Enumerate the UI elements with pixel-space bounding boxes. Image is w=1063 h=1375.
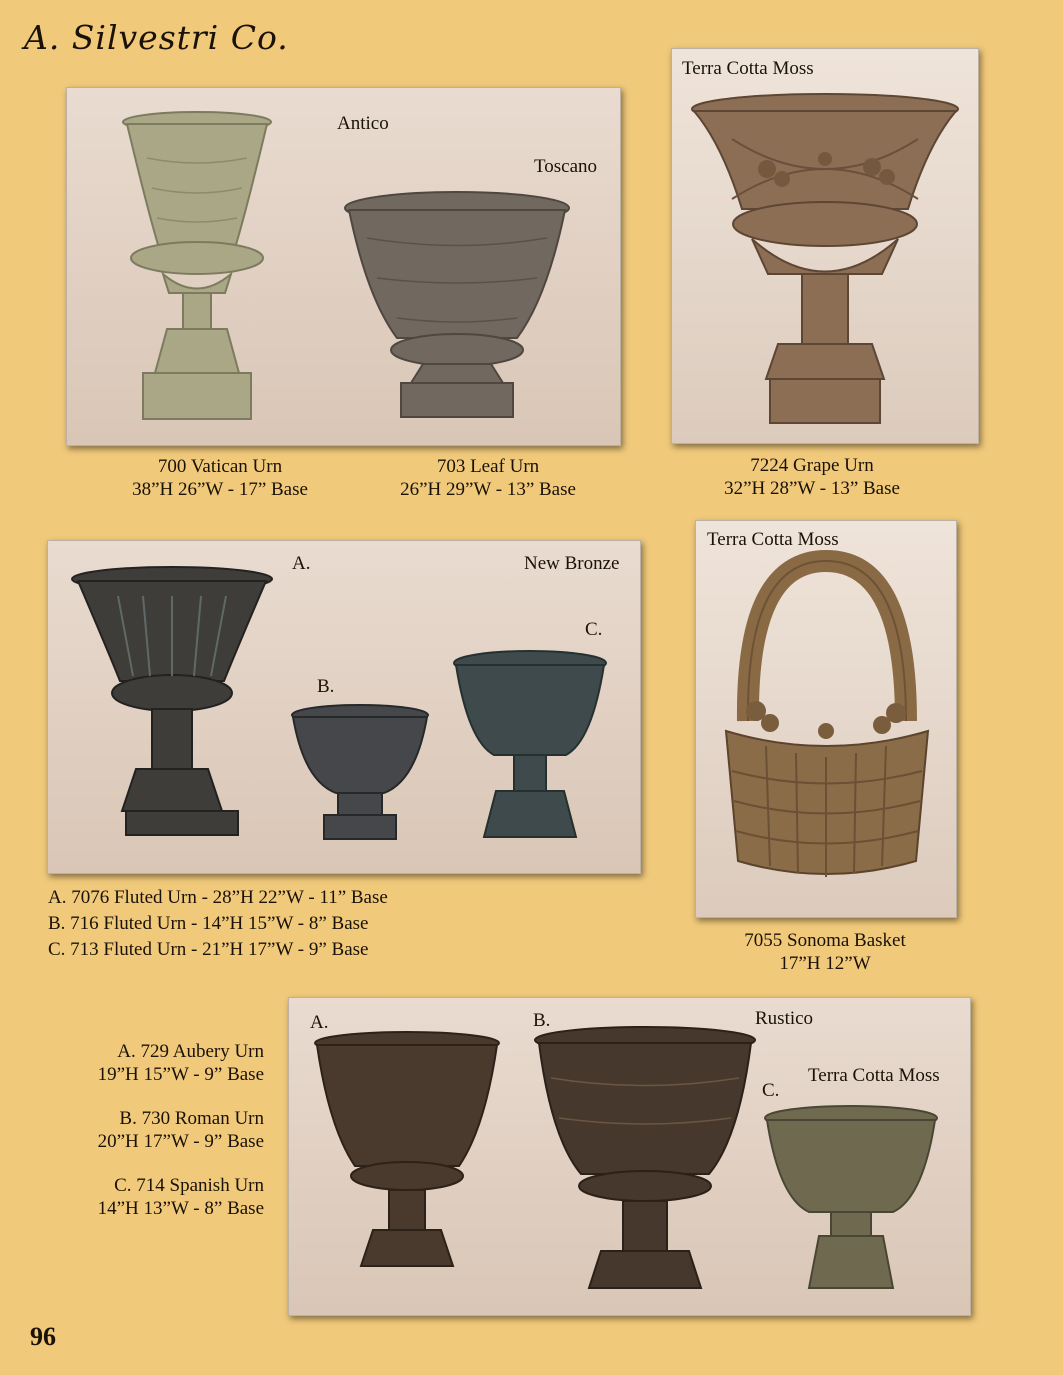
caption-group-c xyxy=(40,1174,264,1220)
urn-illustration xyxy=(289,998,970,1315)
caption-fluted-urns xyxy=(48,885,388,963)
caption-grape-urn xyxy=(692,454,932,500)
photo-bottom-urns xyxy=(288,997,971,1316)
caption-group-b xyxy=(40,1107,264,1153)
finish-label-antico: Antico xyxy=(337,113,389,134)
item-marker-b: B. xyxy=(533,1010,551,1031)
finish-label-rustico: Rustico xyxy=(755,1008,814,1029)
caption-name: 7224 Grape Urn xyxy=(750,455,874,476)
caption-vatican-urn xyxy=(100,455,340,501)
caption-line-b: B. 716 Fluted Urn - 14”H 15”W - 8” Base xyxy=(48,913,369,934)
photo-fluted-urns xyxy=(47,540,641,874)
caption-bottom-urns xyxy=(40,1040,264,1241)
caption-line-a: A. 7076 Fluted Urn - 28”H 22”W - 11” Base xyxy=(48,887,388,908)
caption-line-c: C. 713 Fluted Urn - 21”H 17”W - 9” Base xyxy=(48,939,369,960)
item-marker-a: A. xyxy=(292,553,311,574)
urn-illustration xyxy=(67,88,620,445)
urn-illustration xyxy=(672,49,978,443)
page-number: 96 xyxy=(30,1322,56,1351)
finish-label-terra-cotta-moss: Terra Cotta Moss xyxy=(707,529,839,550)
caption-name: A. 729 Aubery Urn xyxy=(117,1041,264,1062)
caption-dims: 26”H 29”W - 13” Base xyxy=(400,479,576,500)
photo-vatican-leaf-urns xyxy=(66,87,621,446)
caption-leaf-urn xyxy=(368,455,608,501)
caption-name: 7055 Sonoma Basket xyxy=(744,930,906,951)
caption-name: C. 714 Spanish Urn xyxy=(114,1175,264,1196)
caption-name: 700 Vatican Urn xyxy=(157,456,283,477)
item-marker-b: B. xyxy=(317,676,335,697)
finish-label-terra-cotta-moss: Terra Cotta Moss xyxy=(682,58,814,79)
caption-group-a xyxy=(40,1040,264,1086)
basket-illustration xyxy=(696,521,956,917)
caption-dims: 38”H 26”W - 17” Base xyxy=(132,479,308,500)
finish-label-new-bronze: New Bronze xyxy=(524,553,620,574)
urn-illustration xyxy=(48,541,640,873)
photo-sonoma-basket xyxy=(695,520,957,918)
caption-dims: 19”H 15”W - 9” Base xyxy=(97,1064,264,1085)
finish-label-toscano: Toscano xyxy=(534,156,598,177)
caption-dims: 20”H 17”W - 9” Base xyxy=(97,1131,264,1152)
caption-dims: 14”H 13”W - 8” Base xyxy=(97,1198,264,1219)
caption-dims: 17”H 12”W xyxy=(779,953,871,974)
caption-dims: 32”H 28”W - 13” Base xyxy=(724,478,900,499)
brand-logo: A. Silvestri Co. xyxy=(24,18,289,57)
item-marker-c: C. xyxy=(585,619,603,640)
photo-grape-urn xyxy=(671,48,979,444)
caption-name: B. 730 Roman Urn xyxy=(119,1108,264,1129)
item-marker-a: A. xyxy=(310,1012,329,1033)
item-marker-c: C. xyxy=(762,1080,780,1101)
finish-label-terra-cotta-moss: Terra Cotta Moss xyxy=(808,1065,940,1086)
caption-name: 703 Leaf Urn xyxy=(436,456,540,477)
caption-sonoma-basket xyxy=(705,929,945,975)
